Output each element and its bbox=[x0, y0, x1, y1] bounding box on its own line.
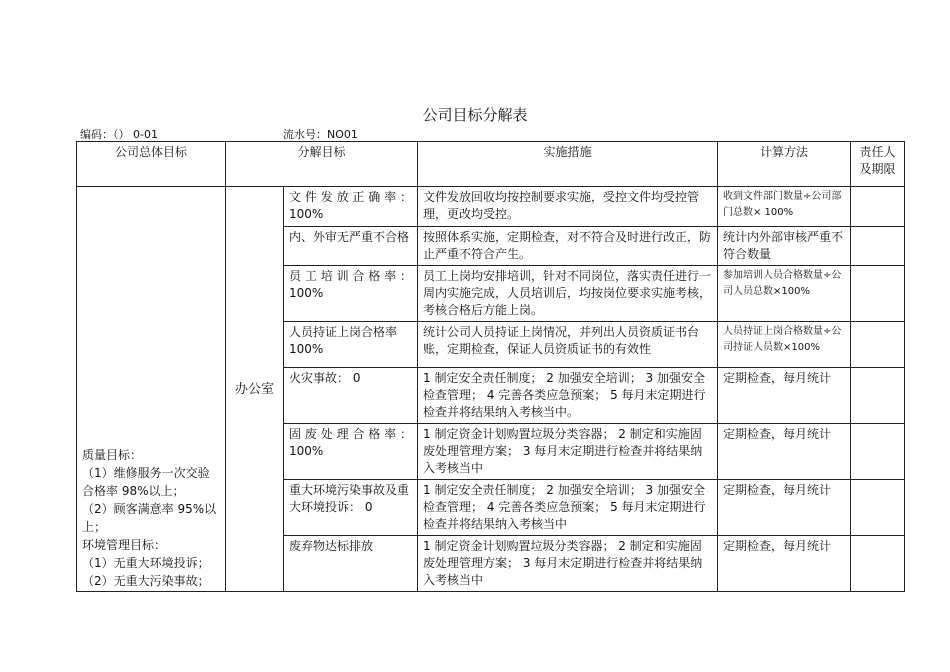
owner-cell bbox=[851, 536, 905, 592]
breakdown-goal: 人员持证上岗合格率100% bbox=[284, 322, 418, 368]
breakdown-goal: 固废处理合格率：100% bbox=[284, 424, 418, 480]
measure-text: 按照体系实施，定期检查，对不符合及时进行改正，防止严重不符合产生。 bbox=[418, 227, 718, 266]
measure-text: 1 制定资金计划购置垃圾分类容器； 2 制定和实施固废处理管理方案； 3 每月末定期进行检查并将结果纳入考核当中 bbox=[418, 536, 718, 592]
header-overall-goal: 公司总体目标 bbox=[77, 142, 226, 187]
overall-goal-line: （1）维修服务一次交验 bbox=[82, 466, 210, 480]
calc-method: 统计内外部审核严重不符合数量 bbox=[718, 227, 851, 266]
calc-method: 定期检查，每月统计 bbox=[718, 480, 851, 536]
overall-goal-line: 合格率 98%以上； bbox=[82, 484, 185, 498]
calc-method: 参加培训人员合格数量÷公司人员总数×100% bbox=[718, 266, 851, 322]
breakdown-goal: 废弃物达标排放 bbox=[284, 536, 418, 592]
calc-method: 人员持证上岗合格数量÷公司持证人员数×100% bbox=[718, 322, 851, 368]
breakdown-goal: 内、外审无严重不合格 bbox=[284, 227, 418, 266]
header-breakdown-goal: 分解目标 bbox=[226, 142, 418, 187]
calc-method: 定期检查，每月统计 bbox=[718, 424, 851, 480]
measure-text: 1 制定资金计划购置垃圾分类容器； 2 制定和实施固废处理管理方案； 3 每月末定期进行检查并将结果纳入考核当中 bbox=[418, 424, 718, 480]
breakdown-goal: 火灾事故： 0 bbox=[284, 368, 418, 424]
measure-text: 文件发放回收均按控制要求实施，受控文件均受控管理，更改均受控。 bbox=[418, 187, 718, 227]
breakdown-goal: 重大环境污染事故及重大环境投诉： 0 bbox=[284, 480, 418, 536]
owner-cell bbox=[851, 227, 905, 266]
overall-goal-line: 上； bbox=[82, 520, 107, 534]
flow-number: 流水号：NO01 bbox=[283, 128, 358, 141]
department-cell: 办公室 bbox=[226, 187, 284, 592]
owner-cell bbox=[851, 480, 905, 536]
calc-method: 定期检查，每月统计 bbox=[718, 536, 851, 592]
owner-cell bbox=[851, 266, 905, 322]
overall-goal-line: （1）无重大环境投诉； bbox=[82, 556, 210, 570]
owner-cell bbox=[851, 368, 905, 424]
header-owner-deadline: 责任人及期限 bbox=[851, 142, 905, 187]
overall-goal-line: 质量目标： bbox=[82, 448, 143, 462]
overall-goal-line: （2）无重大污染事故； bbox=[82, 574, 210, 588]
measure-text: 统计公司人员持证上岗情况，并列出人员资质证书台账，定期检查，保证人员资质证书的有效性 bbox=[418, 322, 718, 368]
calc-method: 定期检查，每月统计 bbox=[718, 368, 851, 424]
goal-breakdown-table bbox=[76, 141, 905, 592]
header-measures: 实施措施 bbox=[418, 142, 718, 187]
overall-goal-line: 环境管理目标： bbox=[82, 538, 167, 552]
overall-goals-cell bbox=[77, 187, 226, 592]
calc-method: 收到文件部门数量÷公司部门总数× 100% bbox=[718, 187, 851, 227]
measure-text: 1 制定安全责任制度； 2 加强安全培训； 3 加强安全检查管理； 4 完善各类应急预案； 5 每月末定期进行检查并将结果纳入考核当中 bbox=[418, 480, 718, 536]
document-title: 公司目标分解表 bbox=[422, 106, 528, 124]
header-row bbox=[77, 142, 905, 187]
header-calc-method: 计算方法 bbox=[718, 142, 851, 187]
measure-text: 员工上岗均安排培训，针对不同岗位，落实责任进行一周内实施完成，人员培训后，均按岗位要求实施考核，考核合格后方能上岗。 bbox=[418, 266, 718, 322]
breakdown-goal: 员工培训合格率：100% bbox=[284, 266, 418, 322]
document-code: 编码：（） 0-01 bbox=[80, 128, 158, 141]
owner-cell bbox=[851, 322, 905, 368]
owner-cell bbox=[851, 187, 905, 227]
overall-goal-line: （2）顾客满意率 95%以 bbox=[82, 502, 217, 516]
table-row bbox=[77, 187, 905, 227]
breakdown-goal: 文件发放正确率：100% bbox=[284, 187, 418, 227]
measure-text: 1 制定安全责任制度； 2 加强安全培训； 3 加强安全检查管理； 4 完善各类应急预案； 5 每月末定期进行检查并将结果纳入考核当中。 bbox=[418, 368, 718, 424]
owner-cell bbox=[851, 424, 905, 480]
